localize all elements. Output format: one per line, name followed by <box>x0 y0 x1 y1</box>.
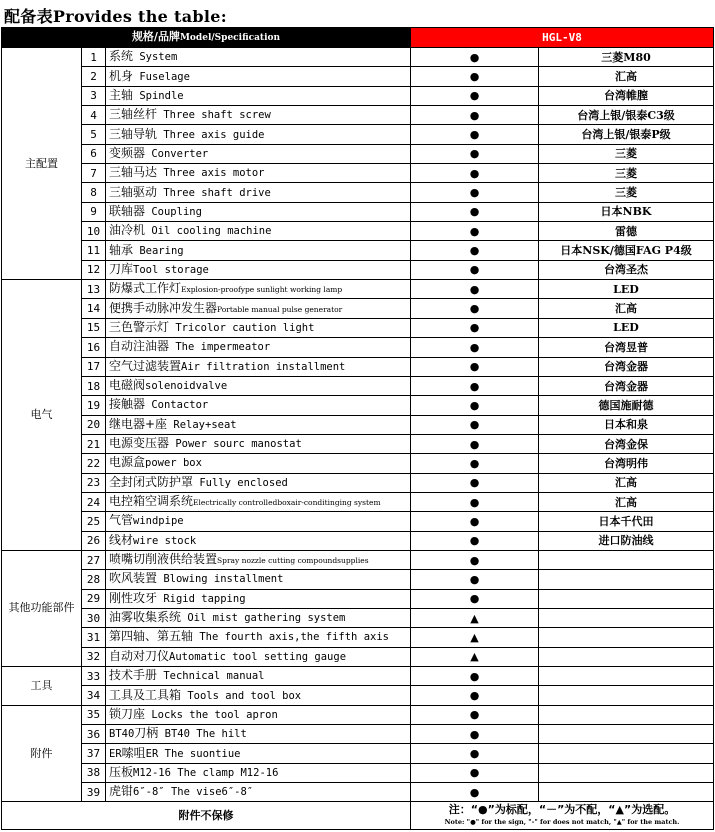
table-row <box>2 241 714 260</box>
item-spec: 三菱M80 <box>539 48 714 67</box>
item-spec: 台湾昱普 <box>539 338 714 357</box>
item-spec: 台湾上银/银泰P级 <box>539 125 714 144</box>
standard-mark-icon: ● <box>411 106 539 125</box>
item-name-cn: 电源盒 <box>109 455 146 470</box>
item-name <box>106 570 411 589</box>
standard-mark-icon: ● <box>411 241 539 260</box>
item-spec: 日本千代田 <box>539 512 714 531</box>
item-number: 3 <box>82 86 106 105</box>
item-spec: 德国施耐德 <box>539 396 714 415</box>
item-name-cn: 电磁阀 <box>109 378 146 393</box>
item-name-cn: 虎钳 <box>109 784 134 799</box>
footer-legend <box>411 802 714 830</box>
item-name-cn: 技术手册 <box>109 668 158 683</box>
item-name-cn: 刚性攻牙 <box>109 590 158 605</box>
configuration-table <box>1 27 714 830</box>
item-name <box>106 67 411 86</box>
item-name-en: 6″-8″ The vise6″-8″ <box>133 786 254 799</box>
item-name-cn2: 刀柄 <box>134 726 159 741</box>
item-name-cn: 自动对刀仪 <box>109 648 170 663</box>
item-name <box>106 783 411 802</box>
standard-mark-icon: ● <box>411 222 539 241</box>
item-name-cn: 系统 <box>109 49 134 64</box>
item-name <box>106 763 411 782</box>
item-spec: LED <box>539 318 714 337</box>
item-name <box>106 144 411 163</box>
standard-mark-icon: ● <box>411 783 539 802</box>
table-row <box>2 396 714 415</box>
item-number: 33 <box>82 667 106 686</box>
item-name-en: Contactor <box>145 399 209 412</box>
item-name-cn: 自动注油器 <box>109 339 170 354</box>
item-name-cn: 主轴 <box>109 87 134 102</box>
item-number: 4 <box>82 106 106 125</box>
item-name <box>106 299 411 318</box>
item-number: 11 <box>82 241 106 260</box>
item-name-cn: 空气过滤装置 <box>109 358 182 373</box>
header-label-cn: 规格/品牌 <box>131 30 180 43</box>
item-name-en: Power sourc manostat <box>169 438 302 451</box>
item-name-en: windpipe <box>133 515 184 528</box>
standard-mark-icon: ● <box>411 318 539 337</box>
item-number: 15 <box>82 318 106 337</box>
item-spec <box>539 570 714 589</box>
item-name-cn: 油冷机 <box>109 223 146 238</box>
item-name-cn: 电控箱空调系统 <box>109 494 194 509</box>
item-name-en: Converter <box>145 147 209 160</box>
item-name-en: ER <box>109 747 122 760</box>
item-spec: 三菱 <box>539 164 714 183</box>
item-number: 21 <box>82 434 106 453</box>
item-number: 1 <box>82 48 106 67</box>
standard-mark-icon: ● <box>411 376 539 395</box>
table-row <box>2 183 714 202</box>
table-row <box>2 67 714 86</box>
standard-mark-icon: ● <box>411 86 539 105</box>
item-number: 22 <box>82 454 106 473</box>
item-name <box>106 686 411 705</box>
table-row <box>2 473 714 492</box>
item-name <box>106 222 411 241</box>
item-name-small: Portable manual pulse generator <box>217 304 343 314</box>
category-cell: 工具 <box>2 667 82 706</box>
category-cell: 其他功能部件 <box>2 550 82 666</box>
standard-mark-icon: ● <box>411 299 539 318</box>
item-number: 18 <box>82 376 106 395</box>
item-name <box>106 454 411 473</box>
item-name <box>106 280 411 299</box>
item-name-cn2: 嗦咀 <box>121 745 146 760</box>
table-row <box>2 299 714 318</box>
table-row <box>2 512 714 531</box>
item-name-en: Rigid tapping <box>157 592 246 605</box>
item-name <box>106 415 411 434</box>
table-row <box>2 164 714 183</box>
table-row <box>2 454 714 473</box>
item-name-en: Fully enclosed <box>193 476 288 489</box>
item-spec: LED <box>539 280 714 299</box>
standard-mark-icon: ● <box>411 473 539 492</box>
table-row <box>2 48 714 67</box>
standard-mark-icon: ● <box>411 725 539 744</box>
item-name-en: Three shaft drive <box>157 186 271 199</box>
item-spec <box>539 763 714 782</box>
item-name-en: M12-16 The clamp M12-16 <box>133 766 279 779</box>
item-spec <box>539 686 714 705</box>
item-name-en: Oil cooling machine <box>145 225 272 238</box>
item-name <box>106 589 411 608</box>
standard-mark-icon: ● <box>411 183 539 202</box>
item-name-en: Blowing installment <box>157 573 284 586</box>
table-row <box>2 705 714 724</box>
item-number: 38 <box>82 763 106 782</box>
item-name-cn: 压板 <box>109 764 134 779</box>
item-name-cn: 联轴器 <box>109 203 146 218</box>
item-spec: 汇高 <box>539 492 714 511</box>
item-name-cn: 工具及工具箱 <box>109 687 182 702</box>
item-spec: 进口防油线 <box>539 531 714 550</box>
table-row <box>2 628 714 647</box>
page-title: 配备表Provides the table: <box>4 7 227 26</box>
item-name-en: Automatic tool setting gauge <box>169 650 347 663</box>
item-spec <box>539 744 714 763</box>
table-row <box>2 531 714 550</box>
item-name <box>106 550 411 569</box>
table-row <box>2 686 714 705</box>
table-row <box>2 744 714 763</box>
item-number: 7 <box>82 164 106 183</box>
table-row <box>2 125 714 144</box>
item-name-en: The fourth axis,the fifth axis <box>193 631 389 644</box>
item-name-en2: ER The suontiue <box>145 747 241 760</box>
item-name <box>106 86 411 105</box>
item-name <box>106 608 411 627</box>
item-name <box>106 473 411 492</box>
item-name-en: solenoidvalve <box>145 380 228 393</box>
category-cell: 电气 <box>2 280 82 551</box>
item-spec: 台湾金器 <box>539 357 714 376</box>
item-number: 28 <box>82 570 106 589</box>
item-name-cn: 继电器+座 <box>109 416 168 431</box>
item-spec: 台湾上银/银泰C3级 <box>539 106 714 125</box>
standard-mark-icon: ● <box>411 686 539 705</box>
item-name-cn: 接触器 <box>109 397 146 412</box>
item-name-cn: 气管 <box>109 513 134 528</box>
item-number: 24 <box>82 492 106 511</box>
table-row <box>2 492 714 511</box>
item-name <box>106 396 411 415</box>
optional-mark-icon: ▲ <box>411 628 539 647</box>
category-cell: 附件 <box>2 705 82 802</box>
item-spec: 日本NBK <box>539 202 714 221</box>
item-number: 30 <box>82 608 106 627</box>
item-spec <box>539 589 714 608</box>
item-name-small: Electrically controlledboxair-conditinging system <box>193 498 381 508</box>
item-name-en: power box <box>145 457 202 470</box>
standard-mark-icon: ● <box>411 570 539 589</box>
table-row <box>2 415 714 434</box>
category-cell: 主配置 <box>2 48 82 280</box>
item-name-en: Bearing <box>133 244 184 257</box>
item-name-cn: 轴承 <box>109 242 134 257</box>
standard-mark-icon: ● <box>411 67 539 86</box>
item-name-en: Tool storage <box>133 263 209 276</box>
item-number: 17 <box>82 357 106 376</box>
item-spec: 台湾帷膣 <box>539 86 714 105</box>
table-row <box>2 280 714 299</box>
table-row <box>2 202 714 221</box>
standard-mark-icon: ● <box>411 396 539 415</box>
item-name-small: Spray nozzle cutting compoundsupplies <box>217 556 369 566</box>
item-spec <box>539 783 714 802</box>
item-spec <box>539 608 714 627</box>
standard-mark-icon: ● <box>411 454 539 473</box>
item-number: 39 <box>82 783 106 802</box>
optional-mark-icon: ▲ <box>411 647 539 666</box>
table-row <box>2 783 714 802</box>
standard-mark-icon: ● <box>411 144 539 163</box>
item-name-cn: 便携手动脉冲发生器 <box>109 300 218 315</box>
standard-mark-icon: ● <box>411 415 539 434</box>
table-row <box>2 318 714 337</box>
item-number: 2 <box>82 67 106 86</box>
item-name-en: wire stock <box>133 534 197 547</box>
table-row <box>2 376 714 395</box>
standard-mark-icon: ● <box>411 338 539 357</box>
table-row <box>2 222 714 241</box>
item-number: 27 <box>82 550 106 569</box>
item-number: 36 <box>82 725 106 744</box>
item-name-cn: 吹风装置 <box>109 571 158 586</box>
item-number: 12 <box>82 260 106 279</box>
item-spec: 汇高 <box>539 67 714 86</box>
item-name-cn: 三色警示灯 <box>109 319 170 334</box>
item-name <box>106 357 411 376</box>
item-name-cn: 电源变压器 <box>109 436 170 451</box>
item-name <box>106 183 411 202</box>
standard-mark-icon: ● <box>411 492 539 511</box>
table-row <box>2 725 714 744</box>
item-name-en: Fuselage <box>133 70 190 83</box>
table-row <box>2 763 714 782</box>
item-name-en: Coupling <box>145 205 202 218</box>
item-name-en2: BT40 The hilt <box>158 728 247 741</box>
item-number: 16 <box>82 338 106 357</box>
item-name-en: Oil mist gathering system <box>181 612 346 625</box>
item-name <box>106 48 411 67</box>
item-name-cn: 全封闭式防护罩 <box>109 474 194 489</box>
item-name <box>106 106 411 125</box>
table-row <box>2 570 714 589</box>
standard-mark-icon: ● <box>411 434 539 453</box>
table-row <box>2 86 714 105</box>
item-name-en: Technical manual <box>157 670 265 683</box>
item-number: 20 <box>82 415 106 434</box>
standard-mark-icon: ● <box>411 589 539 608</box>
header-label-cell <box>2 28 411 48</box>
item-name <box>106 744 411 763</box>
item-number: 23 <box>82 473 106 492</box>
item-name-cn: 第四轴、第五轴 <box>109 629 194 644</box>
item-number: 25 <box>82 512 106 531</box>
item-name-cn: 三轴丝杆 <box>109 107 158 122</box>
item-name <box>106 492 411 511</box>
table-row <box>2 338 714 357</box>
item-number: 37 <box>82 744 106 763</box>
item-spec: 台湾明伟 <box>539 454 714 473</box>
item-number: 35 <box>82 705 106 724</box>
standard-mark-icon: ● <box>411 125 539 144</box>
item-name <box>106 164 411 183</box>
standard-mark-icon: ● <box>411 512 539 531</box>
standard-mark-icon: ● <box>411 531 539 550</box>
item-number: 31 <box>82 628 106 647</box>
item-name-en: BT40 <box>109 728 135 741</box>
standard-mark-icon: ● <box>411 260 539 279</box>
item-spec <box>539 705 714 724</box>
header-label-en: Model/Specification <box>179 33 281 43</box>
item-spec <box>539 667 714 686</box>
item-name <box>106 376 411 395</box>
item-spec <box>539 550 714 569</box>
standard-mark-icon: ● <box>411 744 539 763</box>
item-name-en: Tools and tool box <box>181 689 302 702</box>
item-name-cn: 防爆式工作灯 <box>109 281 182 296</box>
standard-mark-icon: ● <box>411 48 539 67</box>
item-name <box>106 202 411 221</box>
item-name <box>106 647 411 666</box>
item-spec: 台湾圣杰 <box>539 260 714 279</box>
item-number: 8 <box>82 183 106 202</box>
item-name <box>106 531 411 550</box>
item-spec: 台湾金保 <box>539 434 714 453</box>
item-name-cn: 三轴驱动 <box>109 184 158 199</box>
table-row <box>2 608 714 627</box>
table-row <box>2 106 714 125</box>
table-row <box>2 260 714 279</box>
item-number: 10 <box>82 222 106 241</box>
item-number: 14 <box>82 299 106 318</box>
item-name <box>106 628 411 647</box>
item-name <box>106 667 411 686</box>
item-spec: 三菱 <box>539 144 714 163</box>
standard-mark-icon: ● <box>411 164 539 183</box>
item-name <box>106 338 411 357</box>
item-name <box>106 260 411 279</box>
item-number: 34 <box>82 686 106 705</box>
item-name-cn: 三轴马达 <box>109 165 158 180</box>
item-spec: 台湾金器 <box>539 376 714 395</box>
item-name-en: Spindle <box>133 89 184 102</box>
item-name-small: Explosion-proofype sunlight working lamp <box>181 285 343 295</box>
item-spec <box>539 628 714 647</box>
item-name <box>106 705 411 724</box>
standard-mark-icon: ● <box>411 705 539 724</box>
table-row <box>2 434 714 453</box>
item-name-cn: 喷嘴切削液供给装置 <box>109 552 218 567</box>
item-spec: 三菱 <box>539 183 714 202</box>
table-header-row <box>2 28 714 48</box>
item-name-en: Locks the tool apron <box>145 708 278 721</box>
item-number: 26 <box>82 531 106 550</box>
item-spec: 雷德 <box>539 222 714 241</box>
table-row <box>2 647 714 666</box>
item-spec: 日本NSK/德国FAG P4级 <box>539 241 714 260</box>
item-spec <box>539 647 714 666</box>
table-row <box>2 667 714 686</box>
item-name-cn: 三轴导轨 <box>109 126 158 141</box>
standard-mark-icon: ● <box>411 763 539 782</box>
item-name-en: Air filtration installment <box>181 360 346 373</box>
item-name <box>106 241 411 260</box>
item-name-cn: 机身 <box>109 68 134 83</box>
footer-row <box>2 802 714 830</box>
item-name-en: The impermeator <box>169 341 271 354</box>
item-name-en: Tricolor caution light <box>169 321 315 334</box>
item-name <box>106 318 411 337</box>
item-number: 19 <box>82 396 106 415</box>
header-model: HGL-V8 <box>411 28 714 48</box>
item-number: 29 <box>82 589 106 608</box>
item-spec: 汇高 <box>539 299 714 318</box>
item-name-cn: 刀库 <box>109 261 134 276</box>
table-row <box>2 589 714 608</box>
standard-mark-icon: ● <box>411 667 539 686</box>
item-number: 6 <box>82 144 106 163</box>
standard-mark-icon: ● <box>411 550 539 569</box>
table-row <box>2 357 714 376</box>
item-name-cn: 变频器 <box>109 145 146 160</box>
item-name-en: Three axis motor <box>157 167 265 180</box>
footer-warranty-note: 附件不保修 <box>2 802 411 830</box>
item-name <box>106 512 411 531</box>
item-name-en: Three shaft screw <box>157 109 271 122</box>
item-number: 9 <box>82 202 106 221</box>
item-spec: 汇高 <box>539 473 714 492</box>
item-name-en: Three axis guide <box>157 128 265 141</box>
item-spec: 日本和泉 <box>539 415 714 434</box>
item-name-cn: 线材 <box>109 532 134 547</box>
table-row <box>2 144 714 163</box>
standard-mark-icon: ● <box>411 357 539 376</box>
standard-mark-icon: ● <box>411 202 539 221</box>
item-name-en: System <box>133 51 178 64</box>
item-name <box>106 434 411 453</box>
item-number: 5 <box>82 125 106 144</box>
standard-mark-icon: ● <box>411 280 539 299</box>
legend-note-cn: 注：“●”为标配，“－”为不配，“▲”为选配。 <box>448 802 676 816</box>
item-name <box>106 725 411 744</box>
table-row <box>2 550 714 569</box>
item-name-cn: 锁刀座 <box>109 706 146 721</box>
item-name-en: Relay+seat <box>167 418 237 431</box>
optional-mark-icon: ▲ <box>411 608 539 627</box>
item-spec <box>539 725 714 744</box>
item-name-cn: 油雾收集系统 <box>109 610 182 625</box>
legend-note-en: Note: "●" for the sign, "-" for does not match, "▲" for the match. <box>444 817 680 826</box>
item-name <box>106 125 411 144</box>
item-number: 13 <box>82 280 106 299</box>
item-number: 32 <box>82 647 106 666</box>
